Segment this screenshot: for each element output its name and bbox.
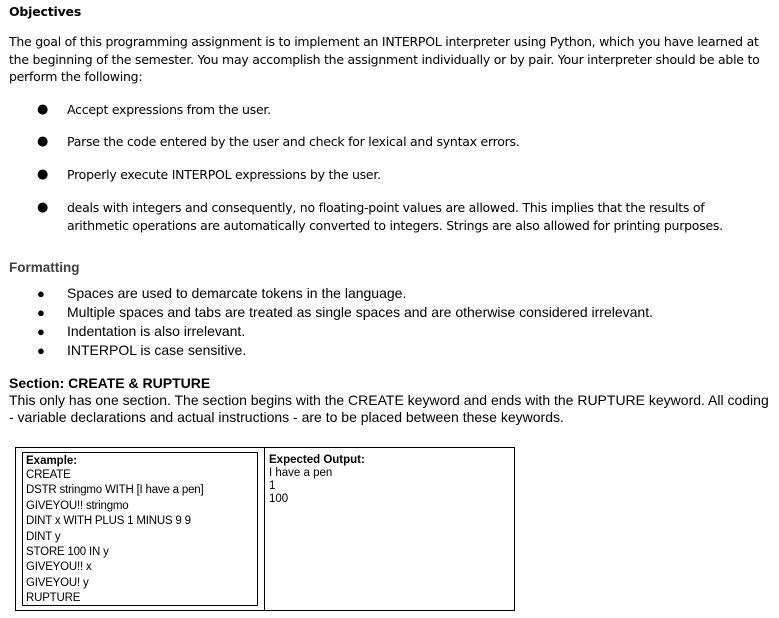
column-divider xyxy=(264,447,265,611)
expected-output-cell xyxy=(269,453,509,505)
output-line: I have a pen xyxy=(269,467,333,479)
example-table xyxy=(15,447,515,611)
list-item-text: INTERPOL is case sensitive. xyxy=(67,342,247,358)
bullet-icon: ● xyxy=(37,305,45,320)
section-paragraph: This only has one section. The section begins with the CREATE keyword and ends with the RUPTURE keyword. All coding - variable declarations and actual instructions - are to be placed between these keywords. xyxy=(9,392,769,425)
bullet-icon: ● xyxy=(37,102,49,117)
list-item-text: Properly execute INTERPOL expressions by the user. xyxy=(67,167,381,182)
bullet-icon: ● xyxy=(37,343,45,358)
objectives-heading: Objectives xyxy=(9,4,82,19)
bullet-icon: ● xyxy=(37,167,49,182)
example-heading: Example: xyxy=(26,455,78,467)
code-line: DINT y xyxy=(26,530,61,543)
bullet-icon: ● xyxy=(37,286,45,301)
list-item-text: Parse the code entered by the user and check for lexical and syntax errors. xyxy=(67,134,520,149)
code-line: CREATE xyxy=(26,469,71,481)
code-line: DINT x WITH PLUS 1 MINUS 9 9 xyxy=(26,515,191,528)
bullet-icon: ● xyxy=(37,200,49,215)
output-line: 1 xyxy=(269,479,276,492)
code-line: GIVEYOU!! stringmo xyxy=(26,499,129,512)
code-line: GIVEYOU! y xyxy=(26,576,89,589)
section-heading: Section: CREATE & RUPTURE xyxy=(9,375,211,391)
code-line: DSTR stringmo WITH [I have a pen] xyxy=(26,484,204,497)
bullet-icon: ● xyxy=(37,134,49,149)
example-code-cell xyxy=(22,452,258,606)
list-item-text: deals with integers and consequently, no floating-point values are allowed. This implies that the results of arithmetic operations are automatically converted to integers. Strings are also allowed for printing purposes. xyxy=(67,200,723,233)
list-item-text: Multiple spaces and tabs are treated as single spaces and are otherwise considered irrelevant. xyxy=(67,304,653,320)
bullet-icon: ● xyxy=(37,324,45,339)
expected-output-heading: Expected Output: xyxy=(269,454,365,466)
code-line: STORE 100 IN y xyxy=(26,546,109,559)
code-line: RUPTURE xyxy=(26,592,81,605)
list-item-text: Spaces are used to demarcate tokens in the language. xyxy=(67,285,407,301)
formatting-heading: Formatting xyxy=(9,260,80,275)
output-line: 100 xyxy=(269,492,289,505)
list-item-text: Indentation is also irrelevant. xyxy=(67,323,246,339)
objectives-paragraph: The goal of this programming assignment is to implement an INTERPOL interpreter using Python, which you have learned at the beginning of the semester. You may accomplish the assignment individually or by pair. Your interpreter should be able to perform the following: xyxy=(9,34,760,84)
code-line: GIVEYOU!! x xyxy=(26,561,92,574)
list-item-text: Accept expressions from the user. xyxy=(67,102,271,117)
